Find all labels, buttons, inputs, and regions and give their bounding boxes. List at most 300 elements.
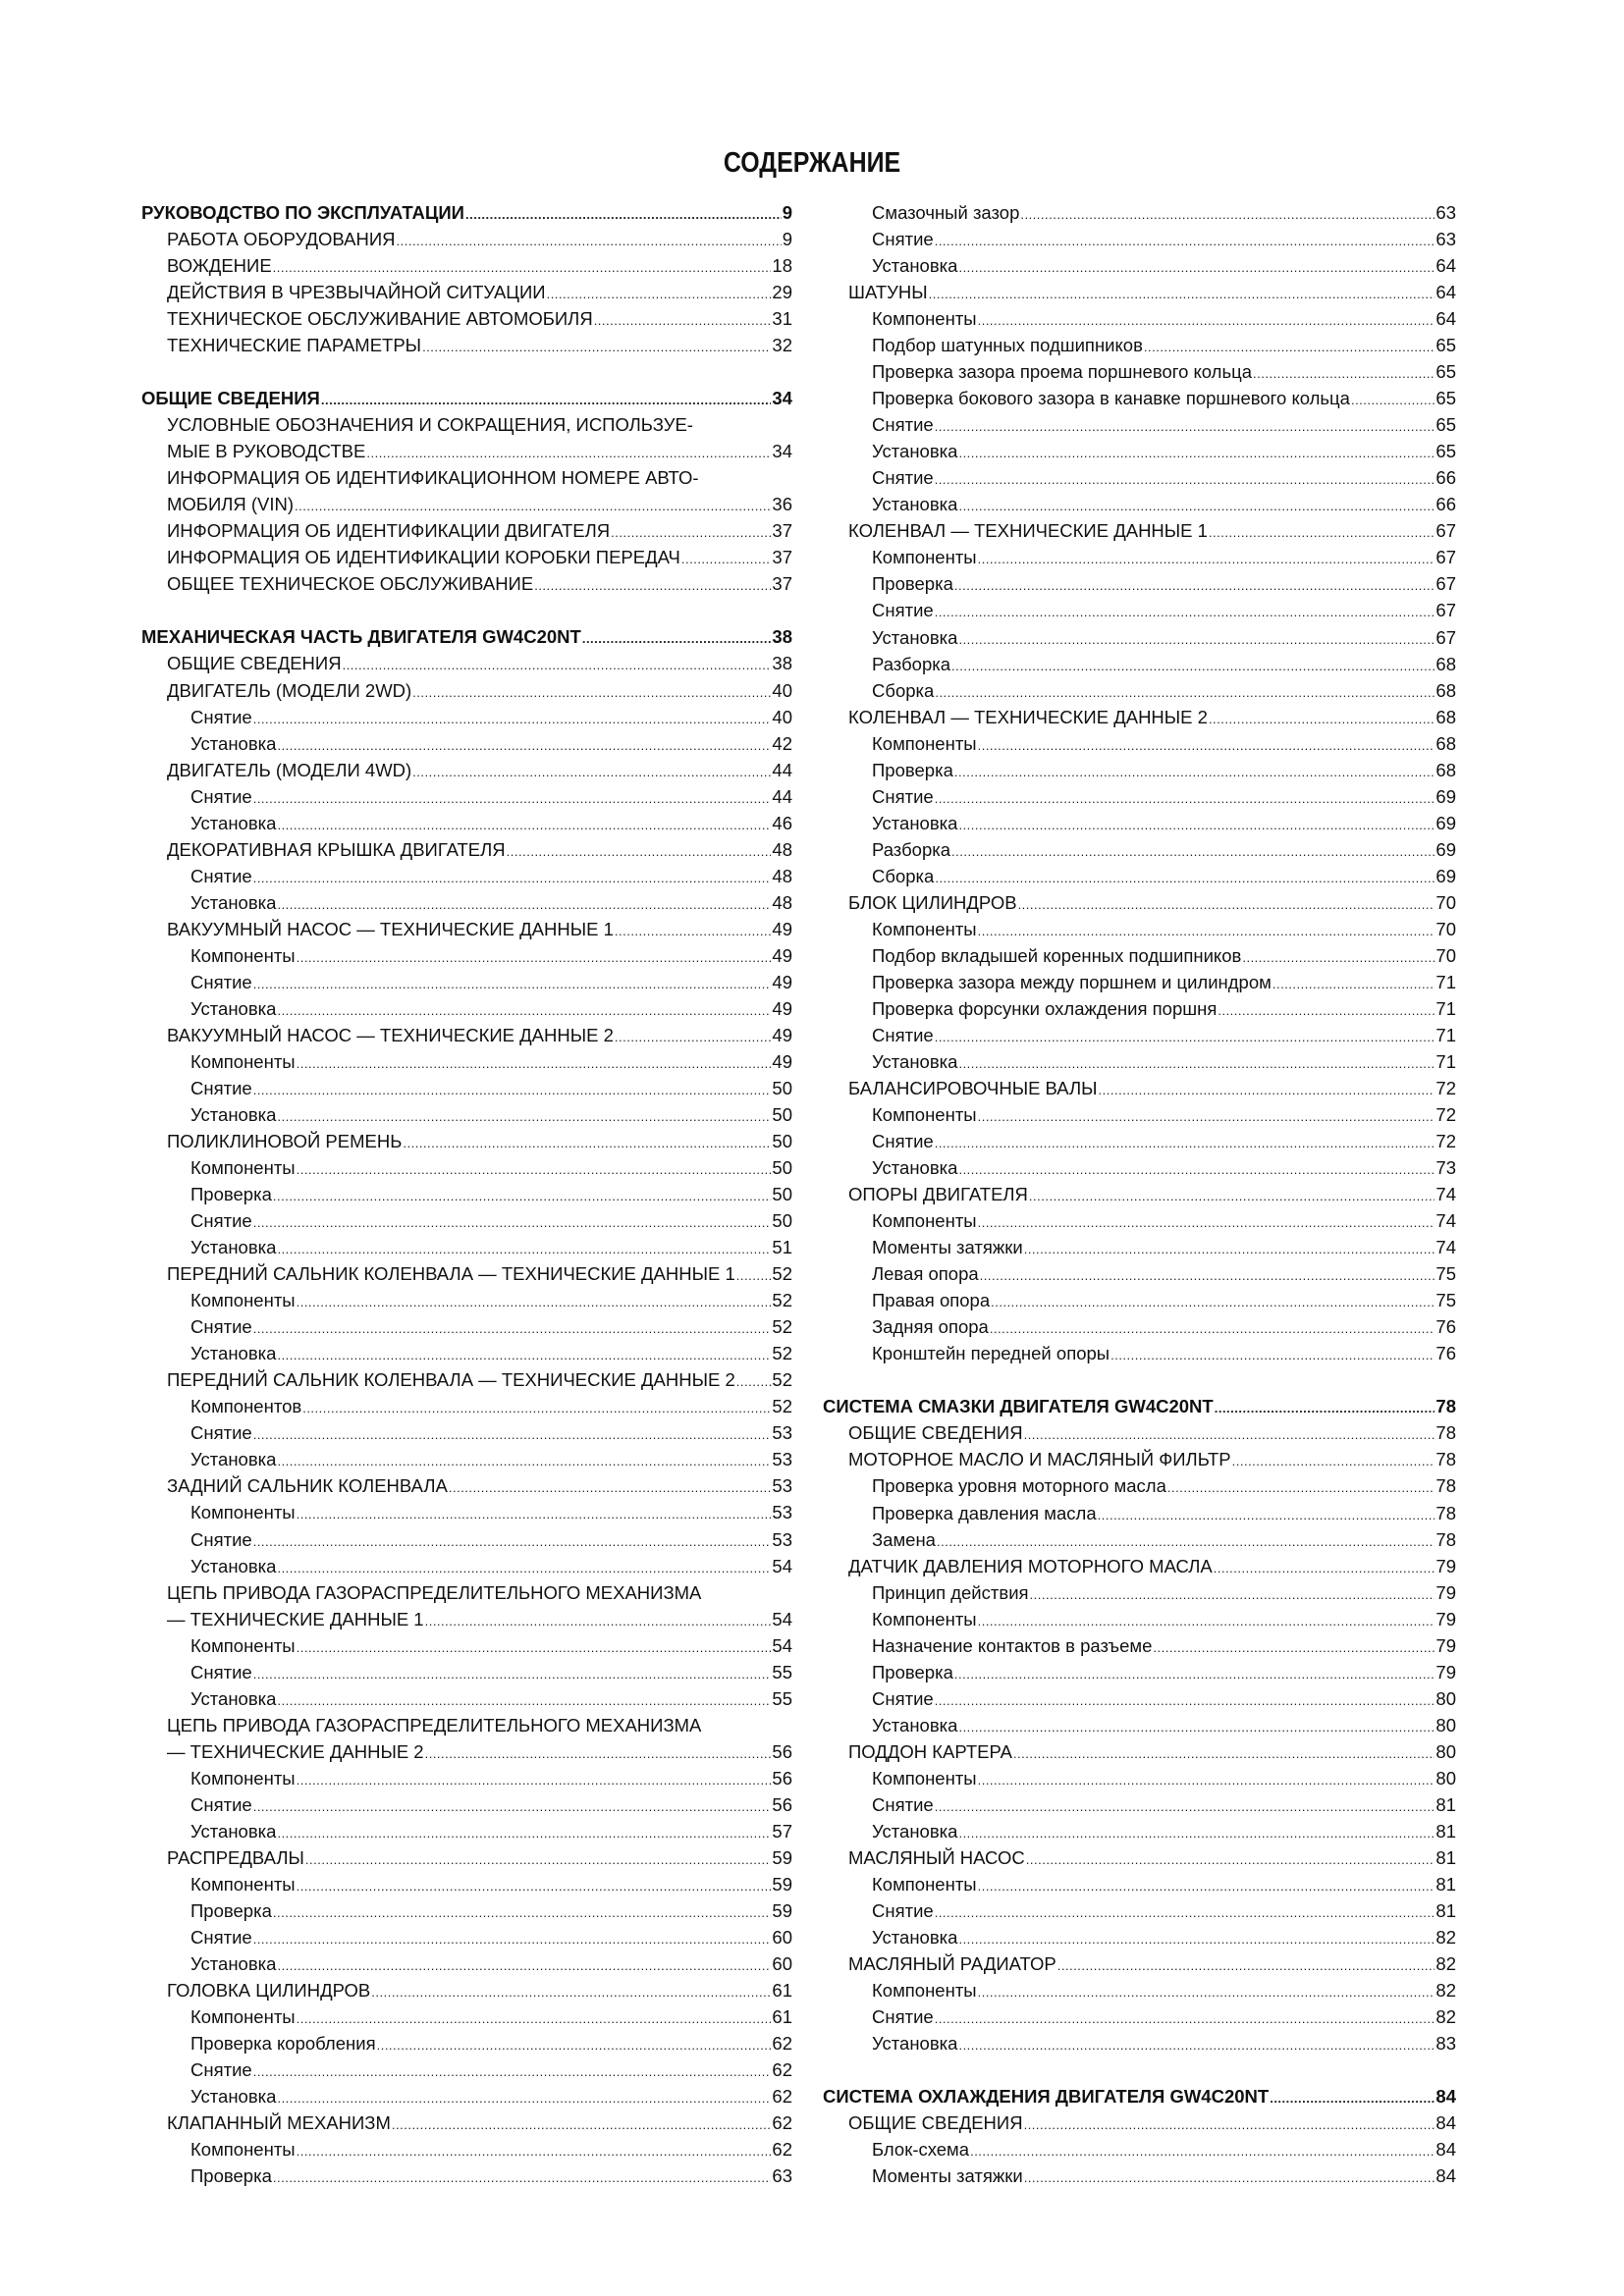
- toc-entry-title: РУКОВОДСТВО ПО ЭКСПЛУАТАЦИИ: [141, 202, 464, 223]
- toc-entry-title: Задняя опора: [872, 1316, 989, 1338]
- toc-entry-title: Установка: [190, 1953, 277, 1974]
- toc-subsection[interactable]: [823, 1977, 1456, 2003]
- toc-chapter[interactable]: [141, 464, 792, 491]
- toc-subsection[interactable]: [141, 1553, 792, 1579]
- toc-entry-title: Снятие: [190, 1210, 252, 1232]
- toc-section[interactable]: [141, 385, 792, 411]
- toc-subsection[interactable]: [823, 1606, 1456, 1632]
- toc-entry-title: Установка: [190, 997, 277, 1019]
- toc-page-number: 72: [1435, 1078, 1456, 1099]
- toc-page-number: 81: [1435, 1873, 1456, 1895]
- toc-entry-title: — ТЕХНИЧЕСКИЕ ДАННЫЕ 2: [167, 1740, 424, 1762]
- toc-leader-dots: [422, 334, 771, 360]
- toc-chapter[interactable]: [141, 438, 792, 464]
- toc-subsection[interactable]: [823, 1234, 1456, 1260]
- toc-leader-dots: [1026, 1846, 1435, 1873]
- toc-subsection[interactable]: [823, 252, 1456, 279]
- toc-chapter[interactable]: [141, 332, 792, 358]
- toc-subsection[interactable]: [141, 1234, 792, 1260]
- toc-leader-dots: [1209, 706, 1435, 732]
- toc-entry-title: Установка: [872, 626, 958, 648]
- toc-page-number: 84: [1435, 2112, 1456, 2134]
- toc-subsection[interactable]: [141, 1818, 792, 1844]
- toc-chapter[interactable]: [141, 757, 792, 783]
- toc-chapter[interactable]: [141, 1260, 792, 1287]
- toc-entry-title: Компоненты: [190, 1873, 296, 1895]
- toc-chapter[interactable]: [141, 544, 792, 570]
- toc-subsection[interactable]: [141, 995, 792, 1022]
- toc-entry-title: Снятие: [872, 1899, 934, 1921]
- toc-subsection[interactable]: [823, 1659, 1456, 1685]
- toc-chapter[interactable]: [141, 305, 792, 332]
- toc-entry-title: Установка: [872, 1820, 958, 1842]
- toc-subsection[interactable]: [141, 1048, 792, 1075]
- toc-subsection[interactable]: [141, 1207, 792, 1234]
- toc-subsection[interactable]: [823, 783, 1456, 810]
- toc-leader-dots: [343, 652, 772, 678]
- toc-leader-dots: [1214, 1555, 1435, 1581]
- toc-entry-title: Установка: [872, 255, 958, 277]
- toc-entry-title: ТЕХНИЧЕСКИЕ ПАРАМЕТРЫ: [167, 335, 422, 356]
- toc-subsection[interactable]: [823, 1924, 1456, 1950]
- toc-entry-title: Снятие: [872, 467, 934, 489]
- toc-page-number: 80: [1435, 1714, 1456, 1735]
- toc-leader-dots: [958, 1050, 1435, 1077]
- toc-leader-dots: [305, 1846, 772, 1873]
- toc-chapter[interactable]: [823, 1075, 1456, 1101]
- toc-subsection[interactable]: [823, 1579, 1456, 1606]
- toc-subsection[interactable]: [141, 2056, 792, 2083]
- toc-entry-title: ПЕРЕДНИЙ САЛЬНИК КОЛЕНВАЛА — ТЕХНИЧЕСКИЕ ДАННЫЕ 2: [167, 1369, 735, 1391]
- toc-subsection[interactable]: [141, 889, 792, 916]
- toc-chapter[interactable]: [823, 704, 1456, 730]
- toc-chapter[interactable]: [141, 1022, 792, 1048]
- toc-leader-dots: [1013, 1740, 1435, 1767]
- toc-entry-title: Проверка: [872, 1661, 953, 1682]
- toc-entry-title: Проверка: [872, 573, 953, 595]
- toc-leader-dots: [935, 1899, 1435, 1926]
- toc-page-number: 50: [772, 1077, 792, 1098]
- toc-entry-title: Моменты затяжки: [872, 2165, 1023, 2187]
- toc-chapter[interactable]: [823, 1738, 1456, 1765]
- toc-page-number: 64: [1435, 255, 1456, 277]
- toc-subsection[interactable]: [823, 651, 1456, 677]
- toc-page-number: 55: [772, 1687, 792, 1709]
- toc-subsection[interactable]: [141, 1924, 792, 1950]
- toc-subsection[interactable]: [823, 836, 1456, 863]
- toc-subsection[interactable]: [823, 544, 1456, 570]
- toc-subsection[interactable]: [823, 464, 1456, 491]
- toc-entry-title: Замена: [872, 1528, 936, 1550]
- toc-entry-title: Блок-схема: [872, 2139, 970, 2161]
- toc-leader-dots: [277, 1342, 771, 1368]
- toc-leader-dots: [1024, 2111, 1435, 2138]
- toc-subsection[interactable]: [141, 2003, 792, 2030]
- toc-chapter[interactable]: [141, 1366, 792, 1393]
- toc-entry-title: Установка: [190, 1237, 277, 1258]
- toc-subsection[interactable]: [823, 1340, 1456, 1366]
- toc-leader-dots: [297, 2005, 772, 2032]
- toc-entry-title: Проверка коробления: [190, 2033, 376, 2055]
- toc-subsection[interactable]: [823, 1526, 1456, 1553]
- toc-chapter[interactable]: [823, 1950, 1456, 1977]
- toc-leader-dots: [978, 1979, 1435, 2005]
- toc-subsection[interactable]: [141, 1897, 792, 1924]
- toc-leader-dots: [1110, 1342, 1435, 1368]
- toc-page-number: 56: [772, 1793, 792, 1815]
- toc-chapter[interactable]: [823, 2109, 1456, 2136]
- toc-leader-dots: [297, 2138, 772, 2164]
- toc-subsection[interactable]: [823, 1260, 1456, 1287]
- toc-entry-title: Компоненты: [190, 1767, 296, 1789]
- toc-subsection[interactable]: [141, 1632, 792, 1659]
- toc-subsection[interactable]: [141, 942, 792, 969]
- toc-chapter[interactable]: [141, 570, 792, 597]
- toc-chapter[interactable]: [141, 491, 792, 517]
- toc-subsection[interactable]: [823, 1712, 1456, 1738]
- toc-entry-title: Разборка: [872, 653, 951, 674]
- toc-leader-dots: [1144, 334, 1435, 360]
- toc-entry-title: Проверка: [190, 1184, 272, 1205]
- toc-chapter[interactable]: [141, 226, 792, 252]
- toc-subsection[interactable]: [141, 1791, 792, 1818]
- toc-leader-dots: [1018, 891, 1435, 918]
- toc-chapter[interactable]: [141, 1472, 792, 1499]
- page-title: СОДЕРЖАНИЕ: [723, 147, 901, 179]
- toc-subsection[interactable]: [823, 1685, 1456, 1712]
- toc-subsection[interactable]: [823, 411, 1456, 438]
- toc-entry-title: МЕХАНИЧЕСКАЯ ЧАСТЬ ДВИГАТЕЛЯ GW4C20NT: [141, 626, 581, 648]
- toc-page-number: 53: [772, 1422, 792, 1444]
- toc-subsection[interactable]: [141, 810, 792, 836]
- toc-entry-title: КОЛЕНВАЛ — ТЕХНИЧЕСКИЕ ДАННЫЕ 1: [848, 520, 1208, 542]
- toc-entry-title: Снятие: [872, 1024, 934, 1045]
- toc-chapter[interactable]: [141, 2109, 792, 2136]
- toc-leader-dots: [978, 1873, 1435, 1899]
- toc-entry-title: Установка: [190, 1104, 277, 1125]
- toc-entry-title: Снятие: [190, 706, 252, 727]
- toc-entry-title: ОПОРЫ ДВИГАТЕЛЯ: [848, 1184, 1028, 1205]
- toc-chapter[interactable]: [141, 411, 792, 438]
- toc-subsection[interactable]: [823, 2163, 1456, 2189]
- toc-subsection[interactable]: [141, 1181, 792, 1207]
- toc-subsection[interactable]: [823, 305, 1456, 332]
- toc-chapter[interactable]: [141, 1712, 792, 1738]
- toc-leader-dots: [1098, 1502, 1435, 1528]
- toc-leader-dots: [736, 1368, 772, 1395]
- toc-page-number: 31: [772, 308, 792, 330]
- toc-subsection[interactable]: [823, 332, 1456, 358]
- toc-subsection[interactable]: [141, 1313, 792, 1340]
- toc-subsection[interactable]: [141, 1685, 792, 1712]
- toc-leader-dots: [958, 1926, 1435, 1952]
- toc-subsection[interactable]: [823, 1472, 1456, 1499]
- toc-subsection[interactable]: [823, 1871, 1456, 1897]
- toc-page-number: 9: [782, 202, 792, 223]
- toc-subsection[interactable]: [141, 1393, 792, 1419]
- toc-subsection[interactable]: [823, 570, 1456, 597]
- toc-subsection[interactable]: [141, 2136, 792, 2163]
- toc-subsection[interactable]: [141, 1101, 792, 1128]
- toc-subsection[interactable]: [141, 1287, 792, 1313]
- toc-entry-title: СИСТЕМА СМАЗКИ ДВИГАТЕЛЯ GW4C20NT: [823, 1396, 1214, 1417]
- toc-chapter[interactable]: [141, 650, 792, 676]
- toc-subsection[interactable]: [823, 491, 1456, 517]
- toc-chapter[interactable]: [823, 1844, 1456, 1871]
- toc-chapter[interactable]: [141, 1128, 792, 1154]
- toc-chapter[interactable]: [141, 1738, 792, 1765]
- toc-entry-title: КЛАПАННЫЙ МЕХАНИЗМ: [167, 2112, 391, 2134]
- toc-subsection[interactable]: [823, 1287, 1456, 1313]
- toc-leader-dots: [935, 679, 1435, 706]
- toc-entry-title: ОБЩИЕ СВЕДЕНИЯ: [141, 388, 320, 409]
- toc-subsection[interactable]: [823, 226, 1456, 252]
- toc-leader-dots: [277, 1236, 771, 1262]
- toc-subsection[interactable]: [823, 2136, 1456, 2163]
- toc-leader-dots: [547, 281, 772, 307]
- toc-chapter[interactable]: [823, 889, 1456, 916]
- toc-page-number: 65: [1435, 335, 1456, 356]
- toc-subsection[interactable]: [823, 1022, 1456, 1048]
- toc-entry-title: Снятие: [190, 1077, 252, 1098]
- toc-chapter[interactable]: [823, 1181, 1456, 1207]
- toc-subsection[interactable]: [141, 1340, 792, 1366]
- toc-leader-dots: [1270, 2085, 1435, 2111]
- toc-subsection[interactable]: [141, 730, 792, 757]
- toc-entry-title: Установка: [190, 2086, 277, 2108]
- toc-entry-title: ШАТУНЫ: [848, 282, 928, 303]
- toc-page-number: 52: [772, 1369, 792, 1391]
- toc-leader-dots: [954, 572, 1435, 599]
- toc-chapter[interactable]: [141, 1977, 792, 2003]
- toc-page-number: 49: [772, 918, 792, 939]
- toc-subsection[interactable]: [823, 969, 1456, 995]
- toc-subsection[interactable]: [141, 1659, 792, 1685]
- toc-chapter[interactable]: [823, 1446, 1456, 1472]
- toc-page-number: 37: [772, 573, 792, 595]
- toc-leader-dots: [297, 1873, 772, 1899]
- toc-subsection[interactable]: [141, 2163, 792, 2189]
- toc-subsection[interactable]: [823, 730, 1456, 757]
- toc-page-number: 84: [1435, 2165, 1456, 2187]
- toc-page-number: 36: [772, 494, 792, 515]
- toc-subsection[interactable]: [823, 1048, 1456, 1075]
- toc-page-number: 34: [772, 388, 792, 409]
- toc-page-number: 54: [772, 1608, 792, 1629]
- toc-leader-dots: [253, 1209, 772, 1236]
- toc-page-number: 79: [1435, 1555, 1456, 1576]
- toc-subsection[interactable]: [141, 1154, 792, 1181]
- toc-subsection[interactable]: [823, 624, 1456, 651]
- toc-subsection[interactable]: [141, 1950, 792, 1977]
- toc-subsection[interactable]: [823, 1791, 1456, 1818]
- toc-subsection[interactable]: [823, 438, 1456, 464]
- toc-page-number: 64: [1435, 282, 1456, 303]
- toc-page-number: 82: [1435, 1980, 1456, 2002]
- toc-leader-dots: [958, 2032, 1435, 2058]
- toc-entry-title: Компоненты: [872, 547, 977, 568]
- toc-leader-dots: [371, 1979, 771, 2005]
- toc-leader-dots: [970, 2138, 1435, 2164]
- toc-subsection[interactable]: [141, 969, 792, 995]
- toc-page-number: 68: [1435, 706, 1456, 727]
- toc-leader-dots: [958, 626, 1435, 653]
- toc-subsection[interactable]: [141, 1419, 792, 1446]
- toc-subsection[interactable]: [823, 2003, 1456, 2030]
- toc-subsection[interactable]: [141, 2030, 792, 2056]
- toc-chapter[interactable]: [141, 1579, 792, 1606]
- toc-subsection[interactable]: [823, 2030, 1456, 2056]
- toc-page-number: 70: [1435, 891, 1456, 913]
- toc-page-number: 65: [1435, 441, 1456, 462]
- toc-subsection[interactable]: [823, 385, 1456, 411]
- toc-leader-dots: [935, 865, 1435, 891]
- toc-subsection[interactable]: [141, 1526, 792, 1553]
- toc-subsection[interactable]: [141, 1446, 792, 1472]
- toc-entry-title: — ТЕХНИЧЕСКИЕ ДАННЫЕ 1: [167, 1608, 424, 1629]
- toc-section[interactable]: [141, 199, 792, 226]
- toc-page-number: 37: [772, 520, 792, 542]
- toc-leader-dots: [958, 1156, 1435, 1183]
- toc-section[interactable]: [141, 623, 792, 650]
- toc-page-number: 67: [1435, 600, 1456, 621]
- toc-chapter[interactable]: [823, 1553, 1456, 1579]
- toc-entry-title: МОБИЛЯ (VIN): [167, 494, 295, 515]
- toc-leader-dots: [935, 785, 1435, 812]
- toc-leader-dots: [958, 812, 1435, 838]
- toc-leader-dots: [1232, 1448, 1435, 1474]
- toc-page-number: 71: [1435, 997, 1456, 1019]
- toc-chapter[interactable]: [141, 279, 792, 305]
- toc-subsection[interactable]: [823, 1128, 1456, 1154]
- toc-subsection[interactable]: [823, 597, 1456, 623]
- toc-entry-title: Компоненты: [872, 308, 977, 330]
- toc-page-number: 51: [772, 1237, 792, 1258]
- toc-subsection[interactable]: [141, 1871, 792, 1897]
- toc-page-number: 52: [772, 1396, 792, 1417]
- toc-leader-dots: [1099, 1077, 1435, 1103]
- toc-chapter[interactable]: [823, 279, 1456, 305]
- toc-subsection[interactable]: [141, 1075, 792, 1101]
- toc-subsection[interactable]: [823, 1207, 1456, 1234]
- toc-entry-title: Установка: [872, 812, 958, 833]
- toc-subsection[interactable]: [823, 1313, 1456, 1340]
- toc-subsection[interactable]: [141, 2083, 792, 2109]
- toc-leader-dots: [951, 653, 1435, 679]
- toc-entry-title: ДЕКОРАТИВНАЯ КРЫШКА ДВИГАТЕЛЯ: [167, 838, 506, 860]
- toc-subsection[interactable]: [141, 704, 792, 730]
- toc-page-number: 50: [772, 1131, 792, 1152]
- toc-section[interactable]: [823, 2083, 1456, 2109]
- toc-subsection[interactable]: [823, 1897, 1456, 1924]
- toc-entry-title: Компоненты: [872, 1210, 977, 1232]
- toc-subsection[interactable]: [823, 1632, 1456, 1659]
- toc-page-number: 59: [772, 1873, 792, 1895]
- toc-subsection[interactable]: [823, 1818, 1456, 1844]
- toc-subsection[interactable]: [141, 1499, 792, 1525]
- toc-chapter[interactable]: [141, 252, 792, 279]
- toc-subsection[interactable]: [823, 1500, 1456, 1526]
- toc-entry-title: Снятие: [872, 600, 934, 621]
- toc-entry-title: Кронштейн передней опоры: [872, 1343, 1110, 1364]
- toc-entry-title: Компоненты: [190, 1634, 296, 1656]
- toc-leader-dots: [935, 413, 1435, 440]
- toc-page-number: 79: [1435, 1661, 1456, 1682]
- toc-entry-title: Проверка уровня моторного масла: [872, 1475, 1166, 1497]
- toc-entry-title: Снятие: [872, 2006, 934, 2028]
- toc-chapter[interactable]: [141, 836, 792, 863]
- toc-leader-dots: [1272, 971, 1435, 997]
- toc-subsection[interactable]: [823, 1765, 1456, 1791]
- toc-leader-dots: [991, 1289, 1435, 1315]
- toc-subsection[interactable]: [823, 1154, 1456, 1181]
- toc-entry-title: ВАКУУМНЫЙ НАСОС — ТЕХНИЧЕСКИЕ ДАННЫЕ 1: [167, 918, 614, 939]
- toc-page-number: 52: [772, 1263, 792, 1285]
- toc-subsection[interactable]: [823, 916, 1456, 942]
- toc-subsection[interactable]: [823, 358, 1456, 385]
- toc-subsection[interactable]: [141, 863, 792, 889]
- toc-page-number: 50: [772, 1104, 792, 1125]
- toc-column-left: [141, 199, 792, 2189]
- toc-page-number: 37: [772, 547, 792, 568]
- toc-subsection[interactable]: [141, 783, 792, 810]
- toc-subsection[interactable]: [823, 863, 1456, 889]
- toc-page-number: 73: [1435, 1157, 1456, 1179]
- toc-subsection[interactable]: [823, 810, 1456, 836]
- toc-page-number: 54: [772, 1634, 792, 1656]
- toc-entry-title: Проверка давления масла: [872, 1502, 1097, 1523]
- toc-subsection[interactable]: [141, 1765, 792, 1791]
- toc-subsection[interactable]: [823, 1101, 1456, 1128]
- toc-subsection[interactable]: [823, 677, 1456, 704]
- toc-page-number: 59: [772, 1899, 792, 1921]
- toc-entry-title: Проверка форсунки охлаждения поршня: [872, 997, 1218, 1019]
- toc-page-number: 63: [772, 2165, 792, 2187]
- toc-chapter[interactable]: [141, 916, 792, 942]
- toc-leader-dots: [958, 1820, 1435, 1846]
- toc-chapter[interactable]: [141, 677, 792, 704]
- toc-section[interactable]: [823, 1393, 1456, 1419]
- toc-subsection[interactable]: [823, 942, 1456, 969]
- toc-page-number: 38: [772, 653, 792, 674]
- toc-chapter[interactable]: [823, 1419, 1456, 1446]
- toc-chapter[interactable]: [141, 1606, 792, 1632]
- toc-page-number: 53: [772, 1475, 792, 1497]
- toc-page-number: 34: [772, 441, 792, 462]
- toc-entry-title: Компоненты: [872, 1873, 977, 1895]
- toc-entry-title: Компоненты: [190, 1157, 296, 1179]
- toc-chapter[interactable]: [141, 1844, 792, 1871]
- toc-entry-title: Снятие: [190, 785, 252, 807]
- toc-page-number: 66: [1435, 494, 1456, 515]
- toc-leader-dots: [935, 2005, 1435, 2032]
- toc-chapter[interactable]: [141, 517, 792, 544]
- toc-subsection[interactable]: [823, 199, 1456, 226]
- toc-leader-dots: [507, 838, 772, 865]
- toc-page-number: 75: [1435, 1290, 1456, 1311]
- toc-page-number: 63: [1435, 229, 1456, 250]
- toc-entry-title: ОБЩИЕ СВЕДЕНИЯ: [167, 653, 342, 674]
- toc-subsection[interactable]: [823, 995, 1456, 1022]
- toc-chapter[interactable]: [823, 517, 1456, 544]
- toc-entry-title: Левая опора: [872, 1263, 979, 1285]
- toc-entry-title: ИНФОРМАЦИЯ ОБ ИДЕНТИФИКАЦИИ КОРОБКИ ПЕРЕДАЧ: [167, 547, 680, 568]
- toc-entry-title: Принцип действия: [872, 1581, 1029, 1603]
- toc-subsection[interactable]: [823, 757, 1456, 783]
- toc-page-number: 49: [772, 971, 792, 992]
- toc-leader-dots: [253, 1528, 772, 1555]
- toc-entry-title: Проверка: [190, 1899, 272, 1921]
